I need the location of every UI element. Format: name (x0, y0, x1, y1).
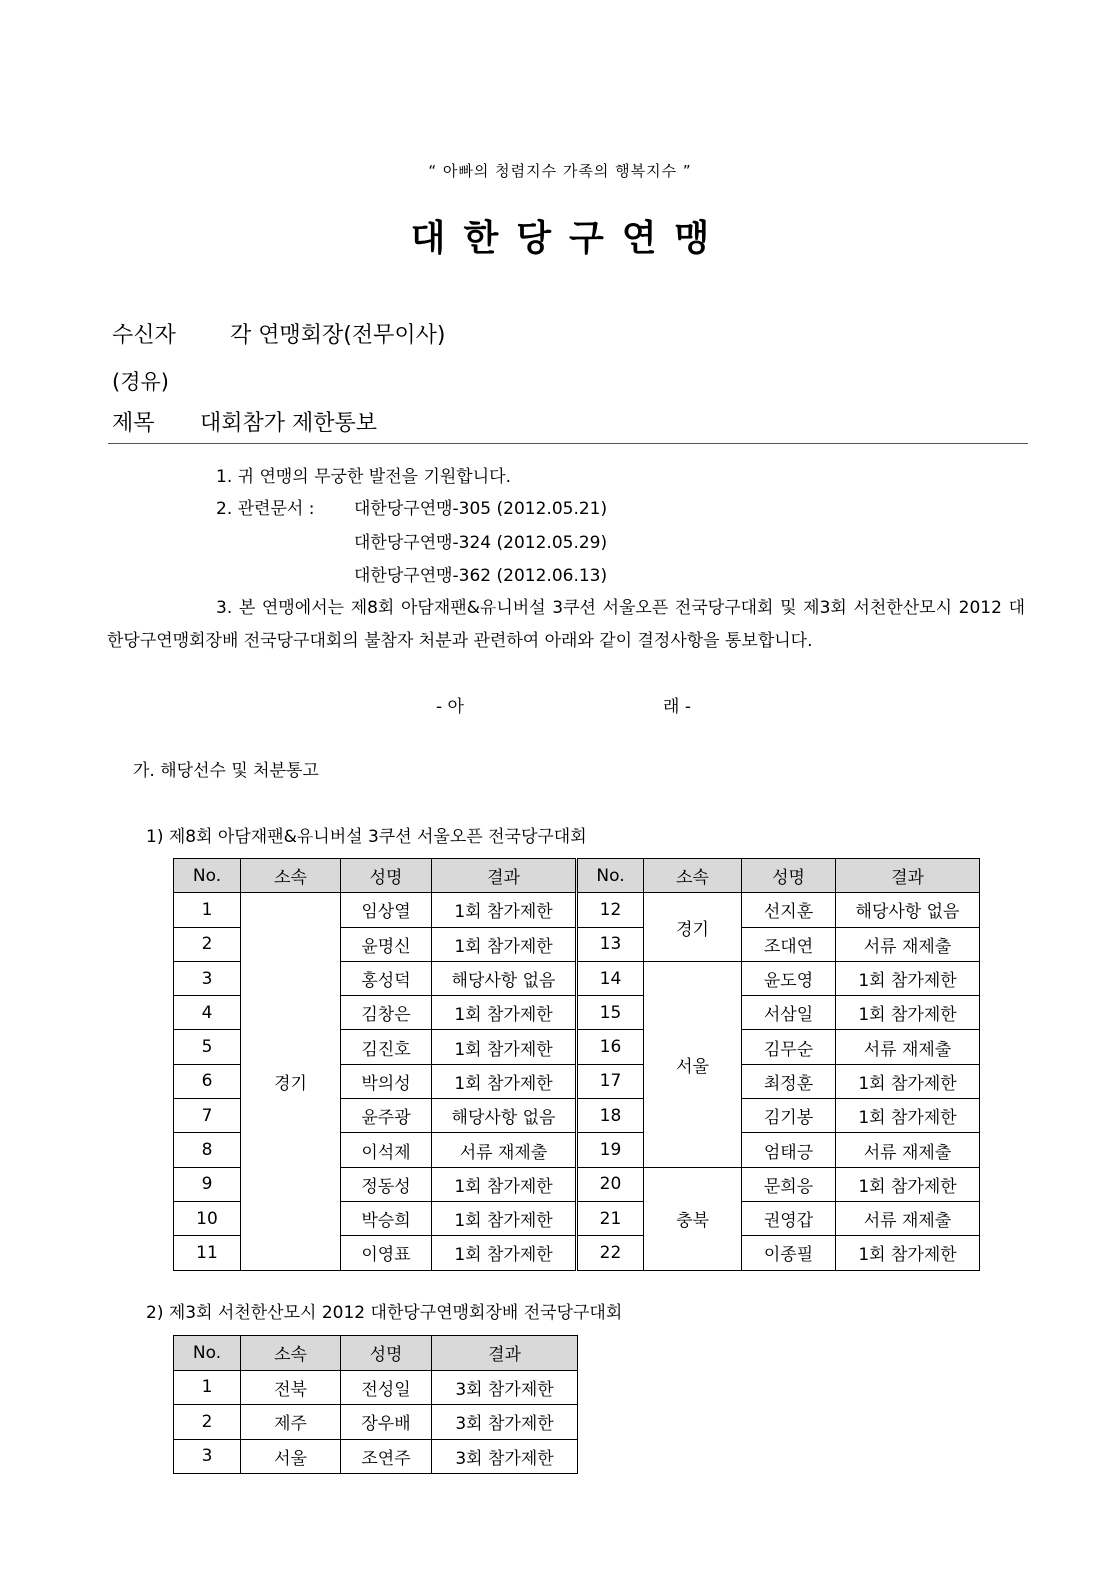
cell-result: 1회 참가제한 (432, 1064, 577, 1098)
cell-result: 1회 참가제한 (432, 1030, 577, 1064)
paragraph-2-label: 2. 관련문서 : (216, 499, 315, 519)
cell-name: 선지훈 (742, 893, 836, 927)
cell-no: 1 (174, 893, 241, 927)
cell-name: 이석제 (341, 1133, 432, 1167)
cell-no: 14 (577, 961, 644, 995)
cell-result: 1회 참가제한 (432, 927, 577, 961)
via-row: (경유) (112, 370, 169, 394)
cell-no: 22 (577, 1236, 644, 1270)
cell-no: 19 (577, 1133, 644, 1167)
cell-result: 1회 참가제한 (432, 1167, 577, 1201)
cell-result: 서류 재제출 (836, 1030, 980, 1064)
cell-no: 1 (174, 1370, 241, 1405)
cell-name: 박의성 (341, 1064, 432, 1098)
header-name: 성명 (742, 859, 836, 893)
cell-name: 이종필 (742, 1236, 836, 1270)
below-heading-left: - 아 (436, 697, 464, 717)
subject-value: 대회참가 제한통보 (200, 411, 378, 436)
cell-no: 13 (577, 927, 644, 961)
header-affiliation: 소속 (241, 1336, 341, 1371)
cell-result: 3회 참가제한 (432, 1370, 578, 1405)
cell-no: 7 (174, 1099, 241, 1133)
cell-no: 21 (577, 1201, 644, 1235)
cell-no: 15 (577, 996, 644, 1030)
table-2-title: 2) 제3회 서천한산모시 2012 대한당구연맹회장배 전국당구대회 (146, 1303, 623, 1323)
cell-result: 서류 재제출 (432, 1133, 577, 1167)
related-document-ref: 대한당구연맹-324 (2012.05.29) (354, 533, 608, 553)
cell-affiliation: 서울 (644, 961, 742, 1167)
header-affiliation: 소속 (241, 859, 341, 893)
cell-result: 서류 재제출 (836, 927, 980, 961)
header-affiliation: 소속 (644, 859, 742, 893)
related-document-ref: 대한당구연맹-305 (2012.05.21) (354, 499, 608, 519)
cell-name: 권영갑 (742, 1201, 836, 1235)
cell-affiliation: 경기 (644, 893, 742, 962)
below-heading-right: 래 - (663, 697, 691, 717)
table-1-title: 1) 제8회 아담재팬&유니버설 3쿠션 서울오픈 전국당구대회 (146, 827, 587, 847)
cell-result: 1회 참가제한 (836, 1099, 980, 1133)
cell-name: 김진호 (341, 1030, 432, 1064)
cell-affiliation: 충북 (644, 1167, 742, 1270)
cell-name: 윤주광 (341, 1099, 432, 1133)
cell-result: 3회 참가제한 (432, 1439, 578, 1474)
cell-name: 전성일 (341, 1370, 432, 1405)
table-row (174, 1439, 578, 1474)
header-name: 성명 (341, 859, 432, 893)
header-divider (108, 443, 1028, 444)
cell-name: 김무순 (742, 1030, 836, 1064)
cell-result: 1회 참가제한 (432, 1201, 577, 1235)
cell-result: 1회 참가제한 (432, 996, 577, 1030)
cell-no: 16 (577, 1030, 644, 1064)
cell-affiliation: 서울 (241, 1439, 341, 1474)
cell-name: 최정훈 (742, 1064, 836, 1098)
subject-label: 제목 (112, 411, 155, 436)
cell-name: 이영표 (341, 1236, 432, 1270)
header-no: No. (174, 859, 241, 893)
cell-affiliation: 전북 (241, 1370, 341, 1405)
paragraph-1: 1. 귀 연맹의 무궁한 발전을 기원합니다. (216, 467, 511, 487)
related-document-ref: 대한당구연맹-362 (2012.06.13) (354, 566, 608, 586)
cell-no: 17 (577, 1064, 644, 1098)
recipient-label: 수신자 (112, 323, 176, 348)
cell-name: 엄태긍 (742, 1133, 836, 1167)
recipient-value: 각 연맹회장(전무이사) (230, 323, 446, 348)
cell-no: 10 (174, 1201, 241, 1235)
header-name: 성명 (341, 1336, 432, 1371)
header-result: 결과 (836, 859, 980, 893)
cell-name: 임상열 (341, 893, 432, 927)
table-row (174, 1405, 578, 1440)
below-heading (436, 692, 691, 717)
cell-result: 1회 참가제한 (836, 996, 980, 1030)
cell-no: 12 (577, 893, 644, 927)
penalty-table-1 (173, 858, 980, 1271)
cell-name: 조연주 (341, 1439, 432, 1474)
cell-no: 6 (174, 1064, 241, 1098)
cell-result: 1회 참가제한 (432, 1236, 577, 1270)
cell-name: 김기봉 (742, 1099, 836, 1133)
cell-name: 윤명신 (341, 927, 432, 961)
cell-name: 장우배 (341, 1405, 432, 1440)
penalty-table-2 (173, 1335, 578, 1474)
cell-result: 1회 참가제한 (836, 1236, 980, 1270)
recipient-row (112, 318, 445, 349)
cell-no: 9 (174, 1167, 241, 1201)
cell-name: 문희응 (742, 1167, 836, 1201)
table-row (174, 893, 980, 927)
cell-no: 11 (174, 1236, 241, 1270)
table-row (174, 1370, 578, 1405)
cell-name: 박승희 (341, 1201, 432, 1235)
cell-no: 5 (174, 1030, 241, 1064)
section-heading: 가. 해당선수 및 처분통고 (133, 761, 319, 781)
cell-name: 정동성 (341, 1167, 432, 1201)
cell-result: 서류 재제출 (836, 1201, 980, 1235)
cell-result: 3회 참가제한 (432, 1405, 578, 1440)
cell-name: 홍성덕 (341, 961, 432, 995)
cell-result: 해당사항 없음 (432, 961, 577, 995)
cell-result: 1회 참가제한 (432, 893, 577, 927)
cell-name: 윤도영 (742, 961, 836, 995)
cell-affiliation: 제주 (241, 1405, 341, 1440)
cell-no: 8 (174, 1133, 241, 1167)
header-result: 결과 (432, 859, 577, 893)
cell-name: 김창은 (341, 996, 432, 1030)
cell-result: 서류 재제출 (836, 1133, 980, 1167)
table-header-row (174, 859, 980, 893)
cell-no: 2 (174, 927, 241, 961)
cell-result: 1회 참가제한 (836, 1064, 980, 1098)
cell-no: 4 (174, 996, 241, 1030)
cell-no: 2 (174, 1405, 241, 1440)
subject-row (112, 406, 377, 437)
organization-title: 대한당구연맹 (410, 218, 728, 259)
cell-no: 3 (174, 1439, 241, 1474)
cell-name: 서삼일 (742, 996, 836, 1030)
cell-result: 해당사항 없음 (432, 1099, 577, 1133)
cell-result: 1회 참가제한 (836, 1167, 980, 1201)
table-header-row (174, 1336, 578, 1371)
cell-no: 20 (577, 1167, 644, 1201)
paragraph-3: 3. 본 연맹에서는 제8회 아담재팬&유니버설 3쿠션 서울오픈 전국당구대회 및 제3회 서천한산모시 2012 대한당구연맹회장배 전국당구대회의 불참자 처분과 관련하여 아래와 같이 결정사항을 통보합니다. (107, 598, 1025, 651)
cell-no: 18 (577, 1099, 644, 1133)
cell-affiliation: 경기 (241, 893, 341, 1270)
header-no: No. (174, 1336, 241, 1371)
cell-no: 3 (174, 961, 241, 995)
header-result: 결과 (432, 1336, 578, 1371)
cell-name: 조대연 (742, 927, 836, 961)
header-no: No. (577, 859, 644, 893)
motto-line: “ 아빠의 청렴지수 가족의 행복지수 ” (428, 162, 692, 180)
cell-result: 1회 참가제한 (836, 961, 980, 995)
cell-result: 해당사항 없음 (836, 893, 980, 927)
